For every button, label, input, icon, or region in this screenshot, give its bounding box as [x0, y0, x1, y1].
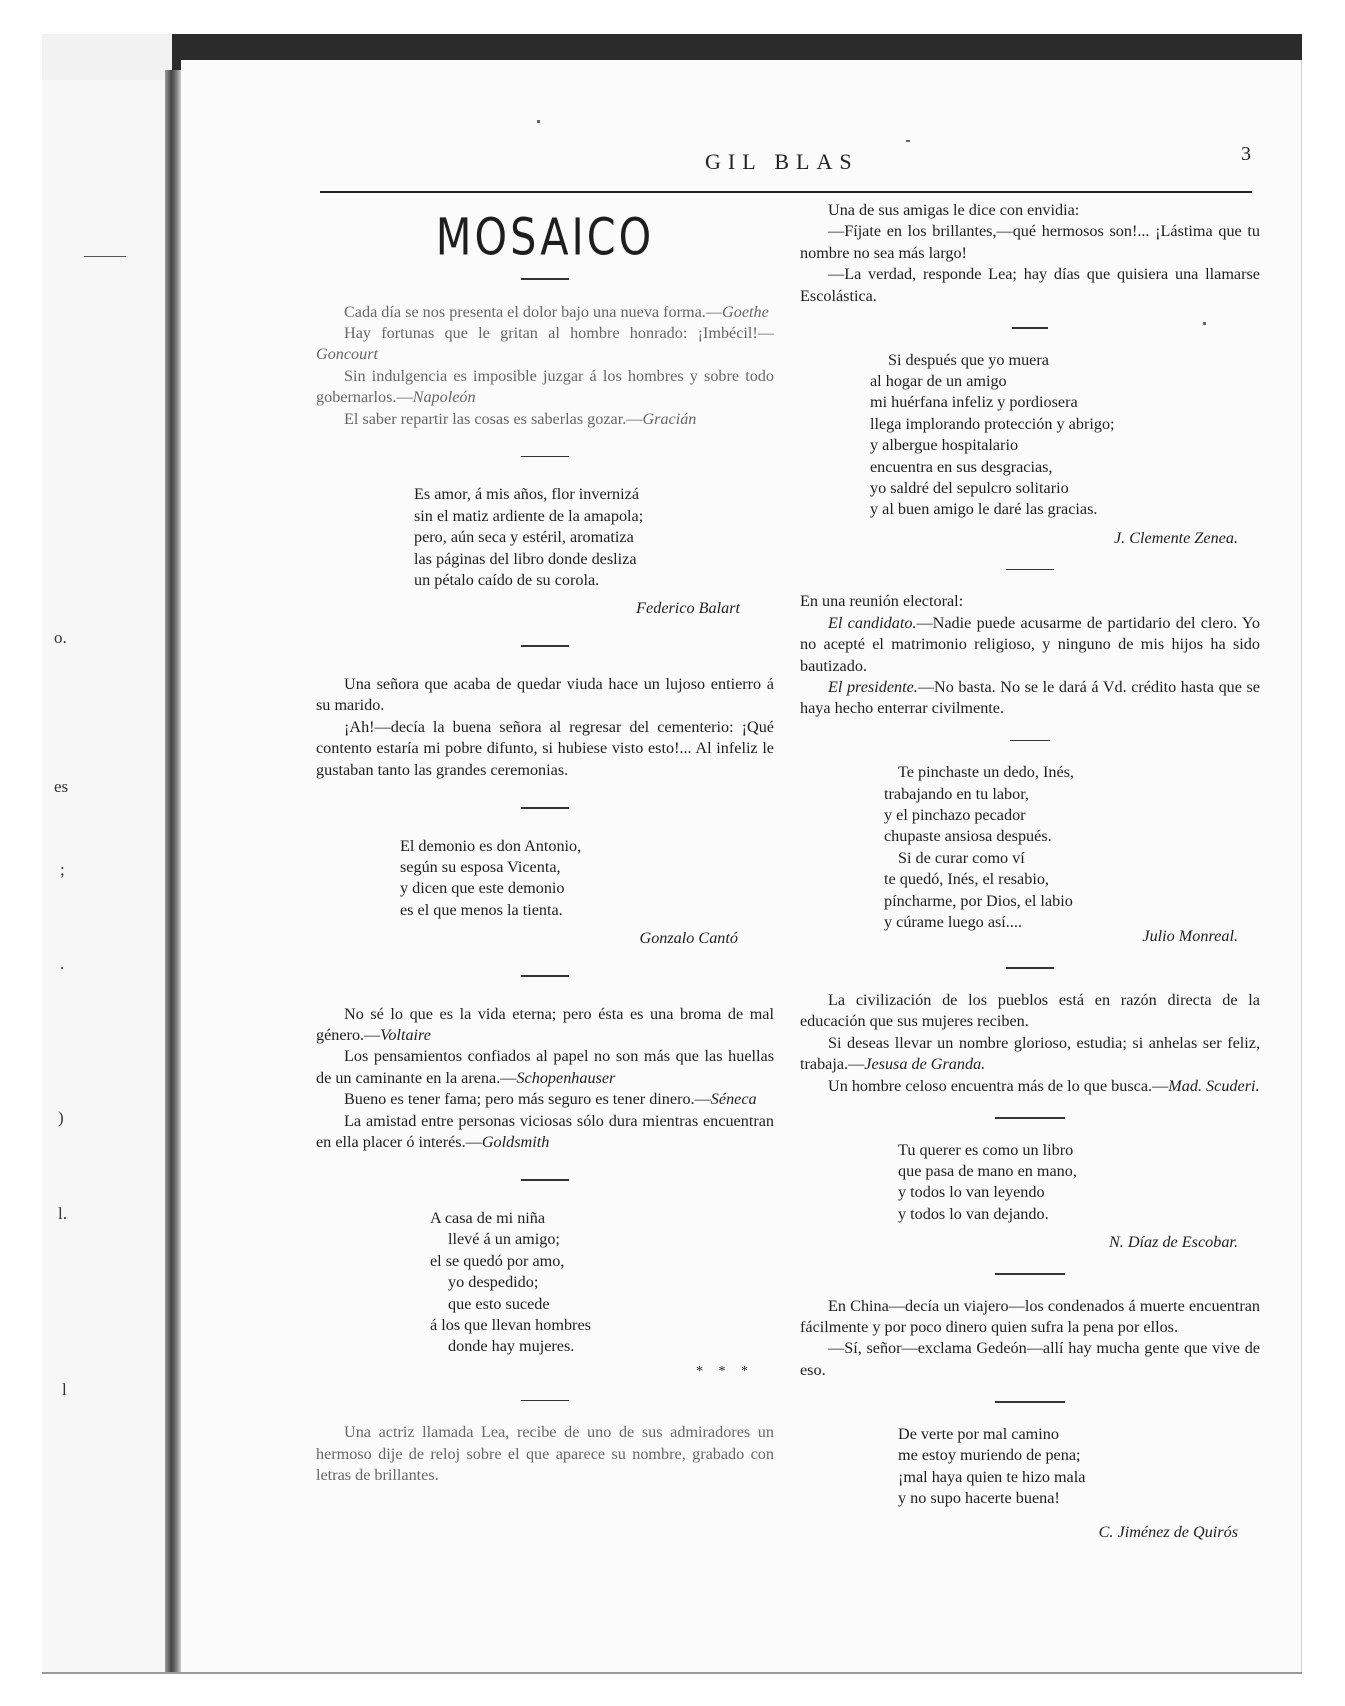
facing-page-fragment: es: [54, 777, 69, 796]
poem-line: las páginas del libro donde desliza: [414, 549, 637, 568]
quote-paragraph: Cada día se nos presenta el dolor bajo una nueva forma.—Goethe: [344, 302, 769, 321]
poem-line: y no supo hacerte buena!: [898, 1488, 1060, 1507]
quote-author: Schopenhauser: [516, 1068, 616, 1087]
poem-line: que esto sucede: [448, 1294, 550, 1313]
facing-page-rule: [84, 256, 126, 257]
separator-rule: [1012, 327, 1048, 329]
scan-border-bottom: [42, 1672, 1302, 1674]
poem-line: yo saldré del sepulcro solitario: [870, 478, 1069, 497]
right-column: [800, 200, 1260, 1543]
anecdote-paragraph: El candidato.—Nadie puede acusarme de partidario del clero. Yo no acepté el matrimonio religioso, y ninguno de mis hijos ha sido bautizado.: [800, 613, 1260, 675]
quote-paragraph: Los pensamientos confiados al papel no son más que las huellas de un caminante en la arena.—Schopenhauser: [316, 1047, 774, 1087]
quotes-block-3: [800, 990, 1260, 1097]
poem-author: Federico Balart: [636, 599, 740, 618]
facing-page-fragment: o.: [54, 628, 67, 647]
poem-line: y todos lo van dejando.: [898, 1204, 1049, 1223]
anecdote-block: [800, 1296, 1260, 1382]
poem-line: yo despedido;: [448, 1273, 539, 1292]
separator-rule: [521, 975, 569, 977]
poem-line: á los que llevan hombres: [430, 1316, 591, 1334]
poem-line: sin el matiz ardiente de la amapola;: [414, 506, 644, 525]
poem-author: C. Jiménez de Quirós: [1098, 1523, 1238, 1542]
separator-rule: [1006, 569, 1054, 571]
poem-block: [800, 1424, 1260, 1510]
poem-line: Si de curar como ví: [898, 848, 1025, 867]
quote-paragraph: Sin indulgencia es imposible juzgar á los hombres y sobre todo gobernarlos.—Napoleón: [316, 366, 774, 407]
poem-line: y al buen amigo le daré las gracias.: [870, 500, 1098, 519]
quotes-block-1: [316, 302, 774, 430]
separator-rule: [521, 807, 569, 809]
anecdote-intro: En una reunión electoral:: [800, 592, 964, 611]
header-rule: [320, 191, 1252, 193]
poem-line: el se quedó por amo,: [430, 1251, 565, 1270]
poem-line: trabajando en tu labor,: [884, 784, 1029, 803]
separator-rule: [521, 456, 569, 458]
anecdote-continuation: [800, 200, 1260, 307]
poem-line: Te pinchaste un dedo, Inés,: [898, 763, 1074, 782]
poem-line: y dicen que este demonio: [400, 879, 565, 898]
poem-line: y albergue hospitalario: [870, 436, 1019, 455]
anecdote-block: [316, 674, 774, 781]
quote-paragraph: El saber repartir las cosas es saberlas gozar.—Gracián: [344, 409, 697, 428]
quote-paragraph: No sé lo que es la vida eterna; pero ésta es una broma de mal género.—Voltaire: [316, 1004, 774, 1045]
poem-line: A casa de mi niña: [430, 1208, 546, 1227]
print-speck: [906, 140, 910, 142]
poem-block: [800, 1140, 1260, 1226]
anecdote-paragraph: El presidente.—No basta. No se le dará á Vd. crédito hasta que se haya hecho enterrar civilmente.: [800, 677, 1260, 718]
anecdote-paragraph: —Fíjate en los brillantes,—qué hermosos son!... ¡Lástima que tu nombre no sea más largo!: [800, 222, 1260, 262]
section-title: MOSAICO: [435, 207, 655, 267]
quote-paragraph: Si deseas llevar un nombre glorioso, estudia; si anhelas ser feliz, trabaja.—Jesusa de Granda.: [800, 1033, 1260, 1074]
separator-rule: [521, 1179, 569, 1181]
anecdote-block: [800, 591, 1260, 719]
separator-rule: [1006, 967, 1054, 969]
separator-rule: [521, 645, 569, 647]
quote-author: Napoleón: [412, 388, 476, 407]
asterism: * * *: [696, 1363, 754, 1379]
poem-line: llevé á un amigo;: [448, 1230, 560, 1249]
quote-author: Goncourt: [316, 345, 379, 364]
anecdote-paragraph: —Sí, señor—exclama Gedeón—allí hay mucha gente que vive de eso.: [800, 1339, 1260, 1379]
facing-page-fragment: l: [62, 1380, 67, 1399]
anecdote-paragraph: —La verdad, responde Lea; hay días que quisiera una llamarse Escolástica.: [800, 265, 1260, 305]
poem-author: N. Díaz de Escobar.: [1108, 1233, 1238, 1252]
left-column: [316, 200, 774, 1487]
separator-rule: [995, 1117, 1065, 1119]
poem-line: me estoy muriendo de pena;: [898, 1446, 1081, 1465]
poem-author: J. Clemente Zenea.: [1113, 528, 1238, 547]
poem-line: y cúrame luego así....: [884, 913, 1022, 932]
poem-line: encuentra en sus desgracias,: [870, 457, 1053, 476]
poem-line: pero, aún seca y estéril, aromatiza: [414, 528, 634, 547]
poem-block: [316, 1208, 774, 1358]
anecdote-paragraph: Una actriz llamada Lea, recibe de uno de sus admiradores un hermoso dije de reloj sobre el que aparece su nombre, grabado con letras de brillantes.: [316, 1423, 774, 1485]
speaker-label: El candidato.: [828, 613, 917, 632]
quote-paragraph: Hay fortunas que le gritan al hombre honrado: ¡Imbécil!—Goncourt: [316, 323, 774, 364]
quote-paragraph: Bueno es tener fama; pero más seguro es tener dinero.—Séneca: [344, 1090, 757, 1109]
separator-rule: [521, 1400, 569, 1402]
separator-rule: [521, 278, 569, 280]
anecdote-paragraph: Una de sus amigas le dice con envidia:: [828, 201, 1080, 219]
poem-author: Gonzalo Cantó: [639, 929, 738, 948]
poem-line: y el pinchazo pecador: [884, 806, 1026, 825]
poem-block: [800, 762, 1260, 933]
book-spine-shadow: [165, 70, 181, 1674]
speaker-label: El presidente.: [828, 677, 918, 696]
poem-line: De verte por mal camino: [898, 1424, 1059, 1443]
facing-page-fragment: ;: [60, 860, 65, 879]
poem-block: [316, 836, 774, 922]
page-number: 3: [1241, 143, 1251, 165]
poem-line: te quedó, Inés, el resabio,: [884, 870, 1049, 889]
separator-rule: [1010, 740, 1050, 742]
poem-line: es el que menos la tienta.: [400, 900, 563, 919]
poem-line: donde hay mujeres.: [448, 1337, 575, 1356]
poem-line: mi huérfana infeliz y pordiosera: [870, 393, 1078, 412]
poem-line: y todos lo van leyendo: [898, 1183, 1045, 1202]
poem-line: según su esposa Vicenta,: [400, 857, 561, 876]
separator-rule: [995, 1401, 1065, 1403]
anecdote-paragraph: En China—decía un viajero—los condenados á muerte encuentran fácilmente y por poco dinero quien sufra la pena por ellos.: [800, 1296, 1260, 1337]
poem-line: llega implorando protección y abrigo;: [870, 414, 1115, 433]
anecdote-paragraph: ¡Ah!—decía la buena señora al regresar del cementerio: ¡Qué contento estaría mi pobre difunto, si hubiese visto esto!... Al infeliz le gustaban tanto las grandes ceremonias.: [316, 717, 774, 779]
poem-line: Si después que yo muera: [888, 350, 1049, 369]
poem-author: Julio Monreal.: [1142, 927, 1238, 946]
quote-author: Jesusa de Granda.: [864, 1055, 986, 1074]
anecdote-paragraph: Una señora que acaba de quedar viuda hace un lujoso entierro á su marido.: [316, 674, 774, 715]
quote-author: Séneca: [710, 1090, 757, 1109]
separator-rule: [995, 1273, 1065, 1275]
quote-paragraph: La civilización de los pueblos está en razón directa de la educación que sus mujeres reciben.: [800, 990, 1260, 1031]
poem-block: [800, 350, 1260, 521]
quote-paragraph: La amistad entre personas viciosas sólo dura mientras encuentran en ella placer ó interés.—Goldsmith: [316, 1111, 774, 1152]
poem-line: ¡mal haya quien te hizo mala: [898, 1467, 1086, 1486]
quote-author: Voltaire: [380, 1026, 431, 1045]
poem-line: que pasa de mano en mano,: [898, 1161, 1077, 1180]
quotes-block-2: [316, 1004, 774, 1154]
facing-page-fragment: .: [60, 954, 65, 973]
poem-line: píncharme, por Dios, el labio: [884, 891, 1073, 910]
poem-line: El demonio es don Antonio,: [400, 836, 582, 855]
quote-author: Goldsmith: [481, 1133, 550, 1152]
poem-block: [316, 484, 774, 591]
publication-title: GIL BLAS: [705, 149, 859, 174]
quote-paragraph: Un hombre celoso encuentra más de lo que busca.—Mad. Scuderi.: [828, 1076, 1260, 1095]
poem-line: chupaste ansiosa después.: [884, 827, 1052, 846]
poem-line: Tu querer es como un libro: [898, 1140, 1074, 1159]
poem-line: un pétalo caído de su corola.: [414, 571, 600, 590]
facing-page-fragment: ): [58, 1108, 64, 1127]
quote-author: Gracián: [642, 409, 697, 428]
poem-line: Es amor, á mis años, flor invernizá: [414, 485, 640, 504]
quote-author: Mad. Scuderi.: [1168, 1076, 1260, 1095]
facing-page-fragment: l.: [58, 1204, 67, 1223]
quote-author: Goethe: [722, 302, 769, 321]
print-speck: [537, 120, 540, 123]
poem-line: al hogar de un amigo: [870, 371, 1007, 390]
